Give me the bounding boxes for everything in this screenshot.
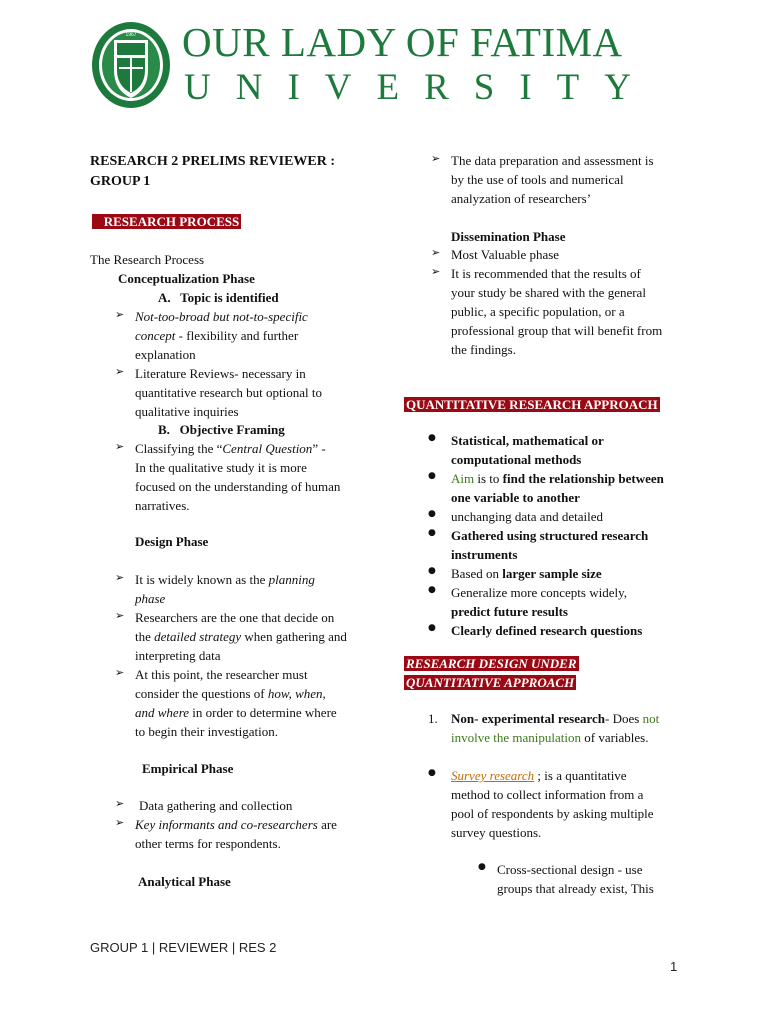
bullet-text: one variable to another	[451, 490, 580, 505]
bullet-text: Clearly defined research questions	[451, 623, 643, 638]
dissemination-phase-heading: Dissemination Phase	[451, 229, 566, 244]
bullet-text: qualitative inquiries	[135, 404, 239, 419]
bullet-text: professional group that will benefit from	[451, 323, 663, 338]
arrowhead-bullet-icon: ➢	[115, 440, 125, 453]
bullet-text: method to collect information from a	[451, 787, 644, 802]
round-bullet-icon: ●	[428, 528, 436, 538]
bullet-text: analyzation of researchers’	[451, 191, 592, 206]
bullet-text: pool of respondents by asking multiple	[451, 806, 654, 821]
bullet-text: predict future results	[451, 604, 568, 619]
seal-year: 1967	[125, 32, 137, 38]
bullet-text: Most Valuable phase	[451, 247, 560, 262]
page-number: 1	[670, 959, 678, 974]
bullet-text: consider the questions of how, when,	[135, 686, 326, 701]
bullet-text: by the use of tools and numerical	[451, 172, 624, 187]
survey-research-link[interactable]: Survey research	[451, 768, 535, 783]
research-process-label: The Research Process	[90, 252, 205, 267]
round-bullet-icon: ●	[428, 585, 436, 595]
section-heading-quantitative: QUANTITATIVE RESEARCH APPROACH	[406, 397, 658, 412]
numbered-text: involve the manipulation of variables.	[451, 730, 649, 745]
number-marker: 1.	[428, 711, 438, 726]
bullet-text: interpreting data	[135, 648, 221, 663]
round-bullet-icon: ●	[478, 862, 486, 872]
arrowhead-bullet-icon: ➢	[115, 571, 125, 584]
bullet-text: instruments	[451, 547, 518, 562]
bullet-text: Based on larger sample size	[451, 566, 602, 581]
arrowhead-bullet-icon: ➢	[115, 816, 125, 829]
bullet-text: Literature Reviews- necessary in	[135, 366, 306, 381]
round-bullet-icon: ●	[428, 471, 436, 481]
bullet-text: to begin their investigation.	[135, 724, 278, 739]
bullet-text: At this point, the researcher must	[135, 667, 308, 682]
analytical-phase-heading: Analytical Phase	[138, 874, 231, 889]
list-label-a: Topic is identified	[180, 290, 279, 305]
bullet-text: quantitative research but optional to	[135, 385, 322, 400]
bullet-text: your study be shared with the general	[451, 285, 646, 300]
bullet-text: Researchers are the one that decide on	[135, 610, 335, 625]
list-marker-a: A.	[158, 290, 171, 305]
doc-title-line2: GROUP 1	[90, 174, 151, 189]
bullet-text: public, a specific population, or a	[451, 304, 625, 319]
design-phase-heading: Design Phase	[135, 534, 209, 549]
bullet-text: Classifying the “Central Question” -	[135, 441, 326, 456]
bullet-text: Generalize more concepts widely,	[451, 585, 628, 600]
university-seal-icon	[90, 20, 172, 110]
bullet-text: explanation	[135, 347, 196, 362]
bullet-text: focused on the understanding of human	[135, 479, 341, 494]
round-bullet-icon: ●	[428, 509, 436, 519]
conceptualization-heading: Conceptualization Phase	[118, 271, 255, 286]
arrowhead-bullet-icon: ➢	[115, 308, 125, 321]
round-bullet-icon: ●	[428, 433, 436, 443]
arrowhead-bullet-icon: ➢	[431, 246, 441, 259]
arrowhead-bullet-icon: ➢	[431, 265, 441, 278]
bullet-text: the detailed strategy when gathering and	[135, 629, 347, 644]
arrowhead-bullet-icon: ➢	[115, 365, 125, 378]
bullet-text: computational methods	[451, 452, 582, 467]
bullet-text: and where in order to determine where	[135, 705, 337, 720]
bullet-text: Gathered using structured research	[451, 528, 649, 543]
footer-label: GROUP 1 | REVIEWER | RES 2	[90, 940, 277, 955]
numbered-text: Non- experimental research- Does not	[451, 711, 660, 726]
round-bullet-icon: ●	[428, 623, 436, 633]
round-bullet-icon: ●	[428, 768, 436, 778]
section-heading-label: RESEARCH PROCESS	[92, 214, 241, 229]
university-name-line2: UNIVERSITY	[184, 67, 656, 108]
bullet-text: Key informants and co-researchers are	[135, 817, 337, 832]
arrowhead-bullet-icon: ➢	[115, 666, 125, 679]
bullet-text: Statistical, mathematical or	[451, 433, 604, 448]
section-heading-research-design: RESEARCH DESIGN UNDER QUANTITATIVE APPROACH	[406, 656, 577, 690]
bullet-text: survey questions.	[451, 825, 542, 840]
list-item-a	[158, 288, 279, 307]
list-label-b: Objective Framing	[179, 422, 285, 437]
bullet-text: the findings.	[451, 342, 516, 357]
bullet-text: Not-too-broad but not-to-specific	[135, 309, 308, 324]
bullet-text: Data gathering and collection	[139, 798, 293, 813]
bullet-text: unchanging data and detailed	[451, 509, 603, 524]
bullet-text: narratives.	[135, 498, 190, 513]
bullet-text: Cross-sectional design - use	[497, 862, 643, 877]
bullet-text: It is widely known as the planning	[135, 572, 315, 587]
section-heading-research-process	[92, 212, 241, 231]
bullet-text: phase	[135, 591, 166, 606]
bullet-text: Aim is to find the relationship between	[451, 471, 664, 486]
arrowhead-bullet-icon: ➢	[431, 152, 441, 165]
bullet-text: groups that already exist, This	[497, 881, 654, 896]
bullet-text: It is recommended that the results of	[451, 266, 641, 281]
bullet-text: Survey research ; is a quantitative	[451, 768, 627, 783]
numbered-item-1	[428, 709, 438, 728]
doc-title-line1: RESEARCH 2 PRELIMS REVIEWER :	[90, 154, 336, 169]
list-item-b	[158, 420, 285, 439]
arrowhead-bullet-icon: ➢	[115, 609, 125, 622]
bullet-text: concept - flexibility and further	[135, 328, 299, 343]
list-marker-b: B.	[158, 422, 170, 437]
empirical-phase-heading: Empirical Phase	[142, 761, 234, 776]
bullet-text: other terms for respondents.	[135, 836, 281, 851]
bullet-text: The data preparation and assessment is	[451, 153, 654, 168]
header-banner	[90, 18, 656, 112]
university-name-line1: OUR LADY OF FATIMA	[182, 19, 623, 65]
bullet-text: In the qualitative study it is more	[135, 460, 307, 475]
arrowhead-bullet-icon: ➢	[115, 797, 125, 810]
round-bullet-icon: ●	[428, 566, 436, 576]
